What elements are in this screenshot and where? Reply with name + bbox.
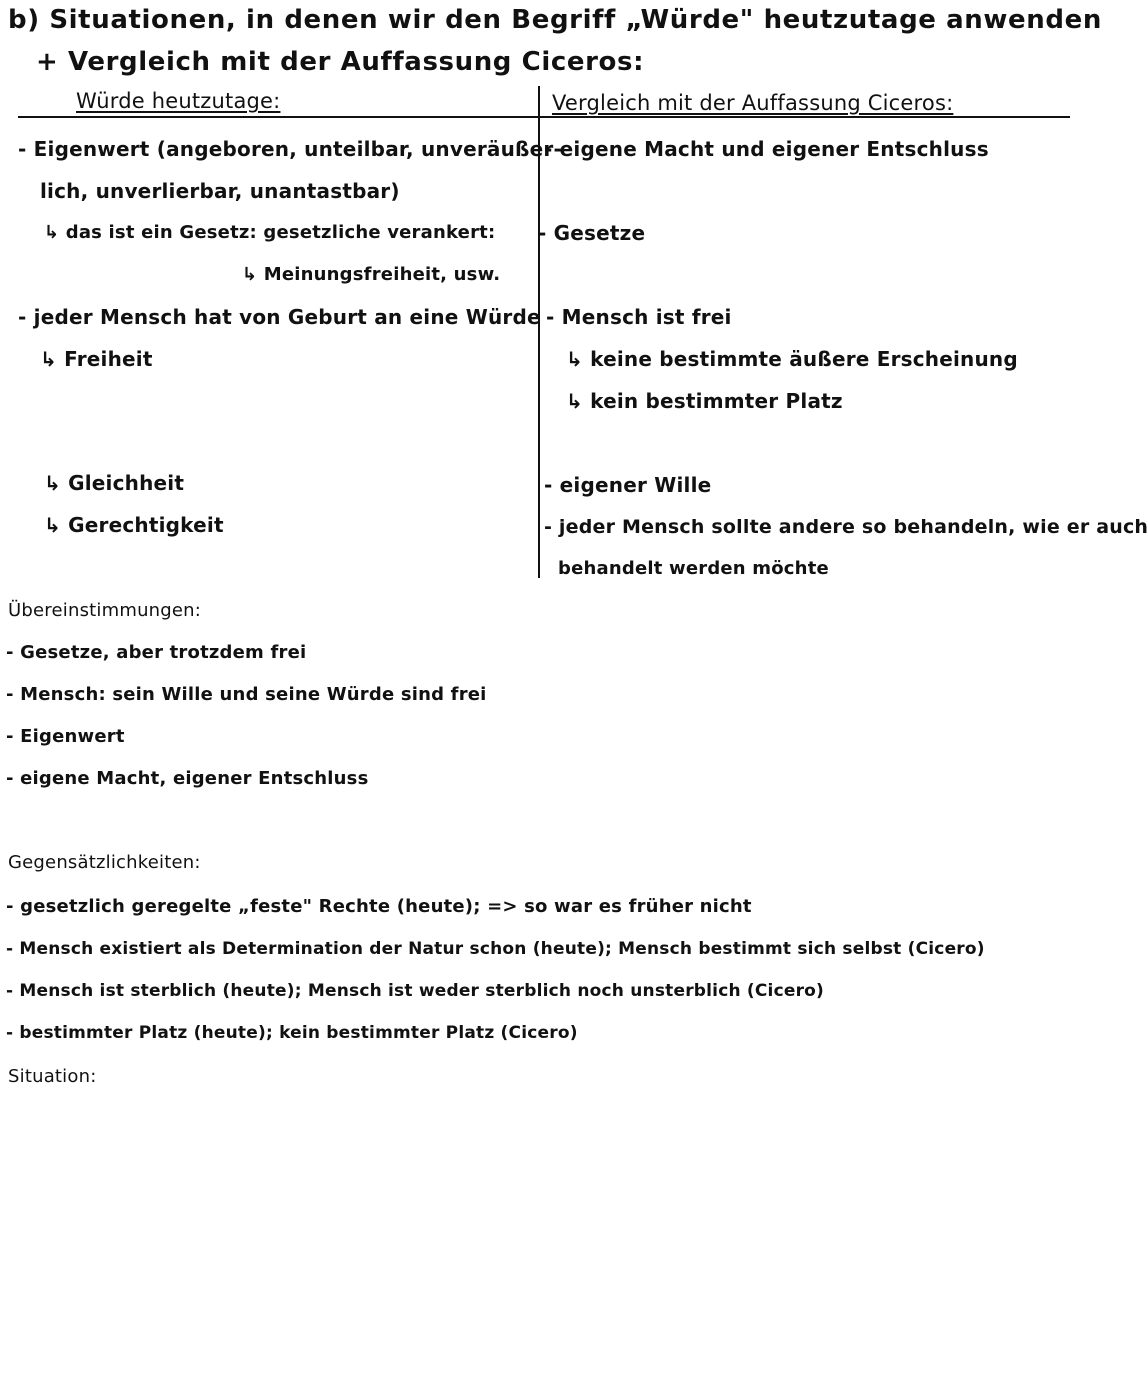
left-item-gerechtigkeit: ↳ Gerechtigkeit bbox=[44, 513, 224, 537]
agreement-item: - Gesetze, aber trotzdem frei bbox=[6, 642, 307, 663]
left-item-eigenwert-cont: lich, unverlierbar, unantastbar) bbox=[40, 179, 400, 203]
title-line-1: b) Situationen, in denen wir den Begriff „Würde" heutzutage anwenden bbox=[8, 5, 1102, 35]
contrast-item: - gesetzlich geregelte „feste" Rechte (heute); => so war es früher nicht bbox=[6, 896, 752, 917]
agreement-item: - Mensch: sein Wille und seine Würde sind frei bbox=[6, 684, 487, 705]
right-item-frei: - Mensch ist frei bbox=[546, 305, 732, 329]
title-line-2: + Vergleich mit der Auffassung Ciceros: bbox=[36, 47, 645, 77]
right-item-behandeln-cont: behandelt werden möchte bbox=[558, 558, 829, 579]
right-column-header: Vergleich mit der Auffassung Ciceros: bbox=[552, 91, 954, 115]
left-item-eigenwert: - Eigenwert (angeboren, unteilbar, unveräußer- bbox=[18, 137, 562, 161]
agreements-heading: Übereinstimmungen: bbox=[8, 600, 202, 621]
right-item-macht: - eigene Macht und eigener Entschluss bbox=[544, 137, 989, 161]
agreement-item: - Eigenwert bbox=[6, 726, 125, 747]
right-item-wille: - eigener Wille bbox=[544, 473, 712, 497]
contrast-item: - Mensch ist sterblich (heute); Mensch ist weder sterblich noch unsterblich (Cicero) bbox=[6, 981, 825, 1001]
right-item-gesetze: - Gesetze bbox=[538, 221, 646, 245]
agreement-item: - eigene Macht, eigener Entschluss bbox=[6, 768, 369, 789]
left-item-meinungsfreiheit: ↳ Meinungsfreiheit, usw. bbox=[242, 264, 501, 285]
left-column-header: Würde heutzutage: bbox=[76, 89, 281, 113]
right-item-erscheinung: ↳ keine bestimmte äußere Erscheinung bbox=[566, 347, 1018, 371]
contrast-item: - Mensch existiert als Determination der Natur schon (heute); Mensch bestimmt sich selbst (Cicero) bbox=[6, 939, 985, 959]
contrasts-heading: Gegensätzlichkeiten: bbox=[8, 852, 201, 873]
left-item-freiheit: ↳ Freiheit bbox=[40, 347, 153, 371]
right-item-behandeln: - jeder Mensch sollte andere so behandeln, wie er auch bbox=[544, 516, 1148, 538]
left-item-geburt: - jeder Mensch hat von Geburt an eine Würde bbox=[18, 305, 541, 329]
table-header-rule bbox=[18, 116, 1070, 118]
left-item-gleichheit: ↳ Gleichheit bbox=[44, 471, 185, 495]
left-item-gesetz: ↳ das ist ein Gesetz: gesetzliche verankert: bbox=[44, 222, 496, 243]
right-item-platz: ↳ kein bestimmter Platz bbox=[566, 389, 843, 413]
situation-heading: Situation: bbox=[8, 1066, 97, 1087]
contrast-item: - bestimmter Platz (heute); kein bestimmter Platz (Cicero) bbox=[6, 1023, 578, 1043]
